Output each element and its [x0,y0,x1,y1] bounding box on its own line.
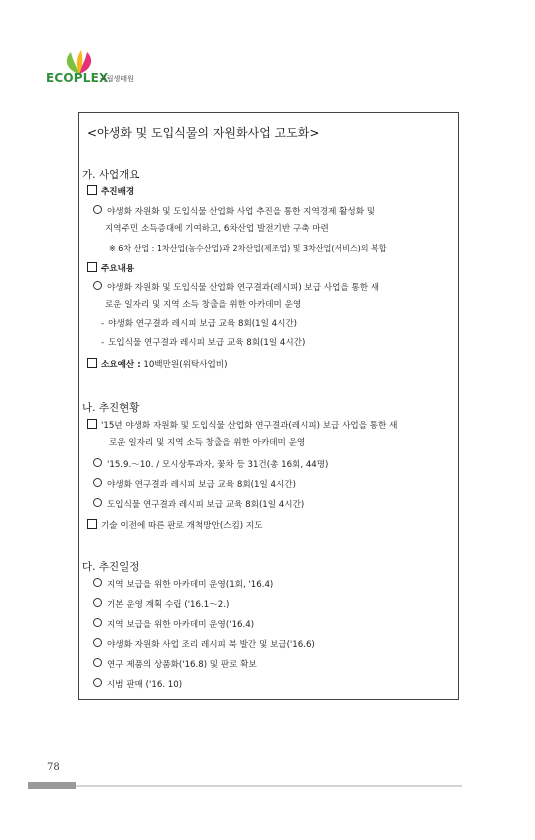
circle-bullet-icon [93,598,102,607]
note-text: ※ 6차 산업 : 1차산업(농수산업)과 2차산업(제조업) 및 3차산업(서비스)의 복합 [109,244,387,253]
square-bullet-icon [87,358,97,368]
list-item: 도입식물 연구결과 레시피 보급 교육 8회(1일 4시간) [93,498,304,511]
circle-bullet-icon [93,458,102,467]
circle-bullet-icon [93,281,102,290]
footer-bar [28,782,76,789]
circle-bullet-icon [93,578,102,587]
document-title: <야생화 및 도입식물의 자원화사업 고도화> [87,126,320,140]
list-item: 야생화 자원화 사업 조리 레시피 북 발간 및 보급('16.6) [93,638,315,651]
logo-subtitle: 국립생태원 [100,75,134,83]
list-item-continuation: 로운 일자리 및 지역 소득 창출을 위한 아카데미 운영 [109,438,306,448]
section-a-heading: 가. 사업개요 [82,169,140,181]
square-bullet-icon [87,262,97,272]
circle-bullet-icon [93,498,102,507]
list-item: 지역 보급을 위한 아카데미 운영('16.4) [93,618,254,631]
bullet-background: 추진배경 [87,185,134,198]
content-box [78,112,459,700]
list-item: 야생화 자원화 및 도입식물 산업화 사업 추진을 통한 지역경제 활성화 및 [93,205,375,218]
section-b-heading: 나. 추진현황 [82,402,140,414]
list-item: '15.9.～10. / 모시상투과자, 꽃차 등 31건(총 16회, 44명) [93,458,328,471]
bullet-tech-transfer: 기술 이전에 따른 판로 개척방안(스킴) 지도 [87,519,263,532]
circle-bullet-icon [93,658,102,667]
circle-bullet-icon [93,205,102,214]
square-bullet-icon [87,185,97,195]
bullet-main-content: 주요내용 [87,262,134,275]
page-number: 78 [47,762,60,773]
dash-item: - 도입식물 연구결과 레시피 보급 교육 8회(1일 4시간) [101,338,306,348]
list-item: 야생화 연구결과 레시피 보급 교육 8회(1일 4시간) [93,478,296,491]
bullet-status: '15년 야생화 자원화 및 도입식물 산업화 연구결과(레시피) 보급 사업을 통한 새 [87,419,397,432]
square-bullet-icon [87,519,97,529]
ecoplex-logo [46,50,146,90]
footer-rule [76,785,462,787]
circle-bullet-icon [93,618,102,627]
list-item: 지역 보급을 위한 아카데미 운영(1회, '16.4) [93,578,273,591]
circle-bullet-icon [93,678,102,687]
square-bullet-icon [87,419,97,429]
dash-item: - 야생화 연구결과 레시피 보급 교육 8회(1일 4시간) [101,319,298,329]
list-item: 기본 운영 계획 수립 ('16.1～2.) [93,598,229,611]
circle-bullet-icon [93,478,102,487]
list-item: 시범 판매 ('16. 10) [93,678,182,691]
bullet-budget: 소요예산 : 10백만원(위탁사업비) [87,358,227,371]
list-item: 야생화 자원화 및 도입식물 산업화 연구결과(레시피) 보급 사업을 통한 새 [93,281,379,294]
list-item: 연구 제품의 상품화('16.8) 및 판로 확보 [93,658,257,671]
circle-bullet-icon [93,638,102,647]
logo-wordmark: ECOPLEX [46,71,109,85]
section-c-heading: 다. 추진일정 [82,561,140,573]
list-item-continuation: 로운 일자리 및 지역 소득 창출을 위한 아카데미 운영 [105,300,302,310]
list-item-continuation: 지역주민 소득증대에 기여하고, 6차산업 발전기반 구축 마련 [105,224,329,234]
